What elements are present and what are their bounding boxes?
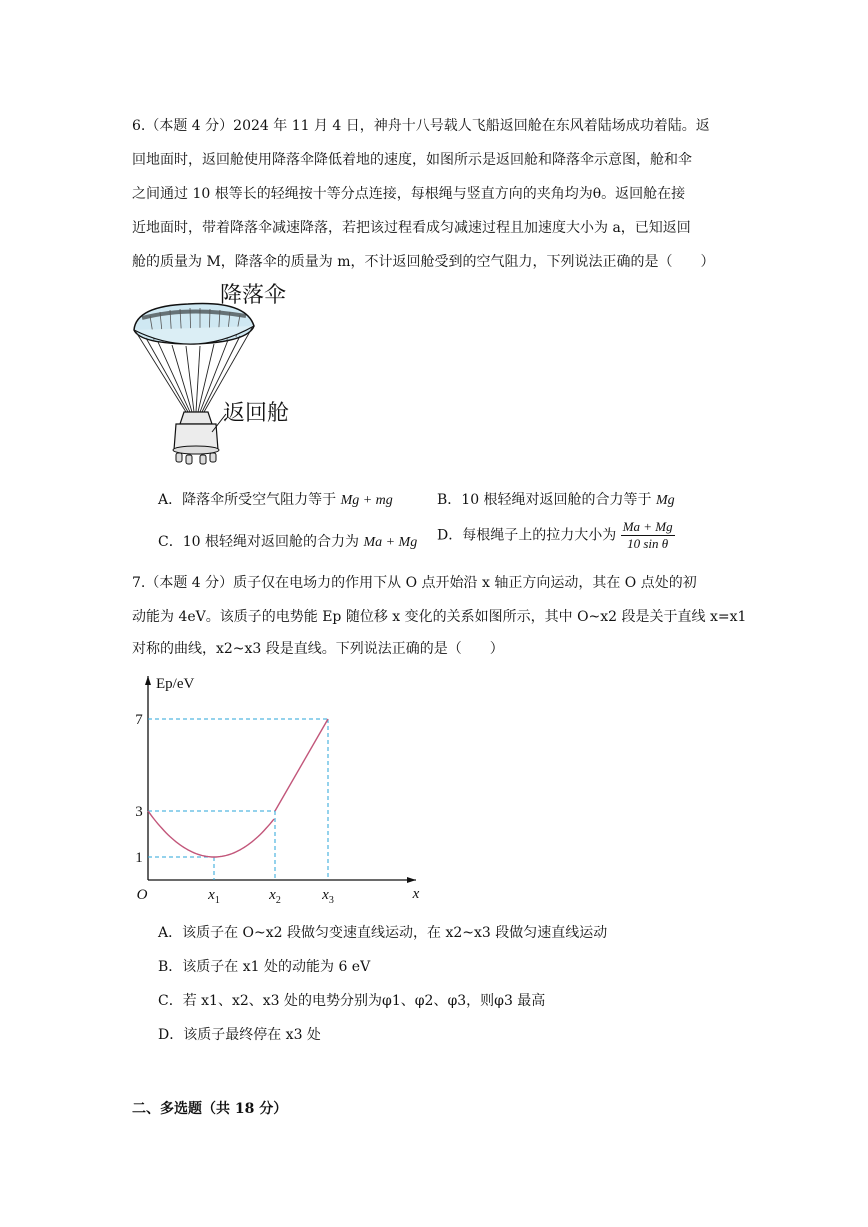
q6-option-d-numerator: Ma + Mg	[622, 519, 673, 534]
parachute-figure	[128, 282, 308, 472]
y-tick-label-3: 3	[135, 804, 143, 820]
origin-label: O	[136, 887, 148, 903]
q7-option-c[interactable]: C．若 x1、x2、x3 处的电势分别为φ1、φ2、φ3，则φ3 最高	[158, 993, 546, 1009]
q6-option-b-math: Mg	[656, 493, 675, 508]
q7-line-2: 动能为 4eV。该质子的电势能 Ep 随位移 x 变化的关系如图所示，其中 O~x2 段是关于直线 x=x1	[132, 609, 747, 625]
q6-option-a-math: Mg + mg	[340, 493, 393, 508]
q6-option-c[interactable]	[158, 531, 417, 551]
y-axis-label: Ep/eV	[156, 676, 195, 692]
x-axis-arrow	[407, 877, 416, 883]
q7-option-a[interactable]: A．该质子在 O~x2 段做匀变速直线运动，在 x2~x3 段做匀速直线运动	[158, 925, 608, 941]
q6-line-2: 回地面时，返回舱使用降落伞降低着地的速度，如图所示是返回舱和降落伞示意图，舱和伞	[132, 152, 692, 168]
q6-option-b-text: B．10 根轻绳对返回舱的合力等于	[437, 492, 657, 508]
x-tick-label-x3: $x_3$	[322, 887, 334, 904]
capsule-label: 返回舱	[223, 400, 290, 425]
q6-option-d-denominator: 10 sin θ	[627, 536, 669, 551]
q6-line-1: 6.（本题 4 分）2024 年 11 月 4 日，神舟十八号载人飞船返回舱在东风着陆场成功着陆。返	[132, 118, 710, 134]
parachute-label: 降落伞	[220, 282, 287, 307]
section-title: 二、多选题（共 18 分）	[132, 1101, 288, 1117]
q6-option-b[interactable]	[437, 489, 675, 509]
y-tick-label-7: 7	[135, 712, 143, 728]
q6-option-c-text: C．10 根轻绳对返回舱的合力为	[158, 534, 364, 550]
q7-line-3: 对称的曲线，x2~x3 段是直线。下列说法正确的是（ ）	[132, 641, 504, 657]
q6-option-d[interactable]	[437, 519, 675, 552]
q6-option-c-math: Ma + Mg	[363, 535, 418, 550]
q6-line-4: 近地面时，带着降落伞减速降落，若把该过程看成匀减速过程且加速度大小为 a，已知返回	[132, 220, 691, 236]
q6-option-d-text: D．每根绳子上的拉力大小为	[437, 527, 617, 544]
q6-line-5: 舱的质量为 M，降落伞的质量为 m，不计返回舱受到的空气阻力，下列说法正确的是（ ）	[132, 254, 715, 270]
x-tick-label-x2: $x_2$	[269, 887, 281, 904]
q6-option-a[interactable]	[158, 489, 393, 509]
q6-option-d-fraction	[621, 519, 675, 552]
y-axis-arrow	[145, 676, 151, 685]
x-axis-label: x	[412, 886, 420, 902]
ep-line	[275, 719, 328, 811]
ep-x-chart	[128, 668, 438, 904]
ep-curve	[148, 811, 274, 857]
q7-option-b[interactable]: B．该质子在 x1 处的动能为 6 eV	[158, 959, 371, 975]
q6-line-3: 之间通过 10 根等长的轻绳按十等分点连接，每根绳与竖直方向的夹角均为θ。返回舱在接	[132, 186, 686, 202]
q7-line-1: 7.（本题 4 分）质子仅在电场力的作用下从 O 点开始沿 x 轴正方向运动，其在 O 点处的初	[132, 575, 697, 591]
q6-option-a-text: A．降落伞所受空气阻力等于	[158, 492, 341, 508]
q7-option-d[interactable]: D．该质子最终停在 x3 处	[158, 1027, 321, 1043]
y-tick-label-1: 1	[135, 850, 143, 866]
x-tick-label-x1: $x_1$	[208, 887, 220, 904]
